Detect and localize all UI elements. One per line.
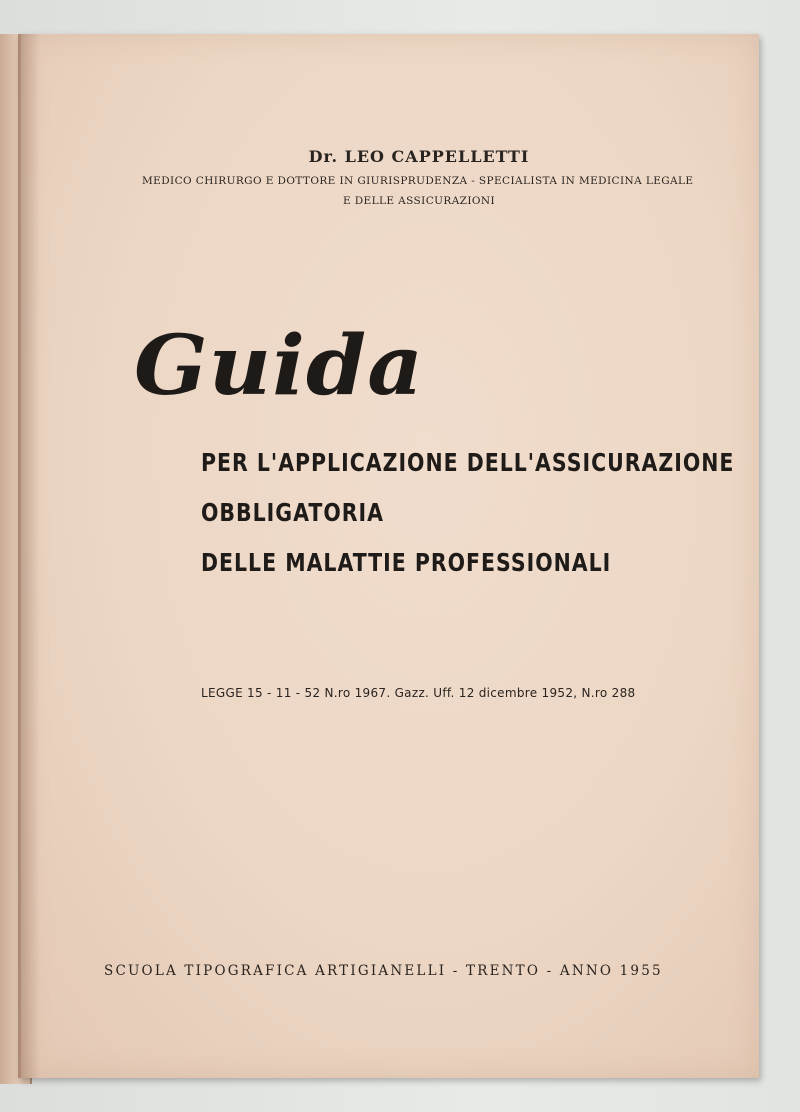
spine-shadow: [18, 34, 40, 1078]
author-credentials-line-1: MEDICO CHIRURGO E DOTTORE IN GIURISPRUDENZA - SPECIALISTA IN MEDICINA LEGALE: [142, 175, 694, 187]
subtitle-line-3: DELLE MALATTIE PROFESSIONALI: [201, 548, 612, 577]
author-name: Dr. LEO CAPPELLETTI: [308, 147, 530, 166]
subtitle-line-1: PER L'APPLICAZIONE DELL'ASSICURAZIONE: [201, 448, 735, 477]
law-reference: LEGGE 15 - 11 - 52 N.ro 1967. Gazz. Uff. 12 dicembre 1952, N.ro 288: [201, 686, 636, 700]
main-title: Guida: [134, 318, 425, 414]
subtitle-line-2: OBBLIGATORIA: [201, 498, 384, 527]
author-credentials-line-2: E DELLE ASSICURAZIONI: [342, 195, 496, 207]
publisher-imprint: SCUOLA TIPOGRAFICA ARTIGIANELLI - TRENTO - ANNO 1955: [104, 963, 663, 979]
